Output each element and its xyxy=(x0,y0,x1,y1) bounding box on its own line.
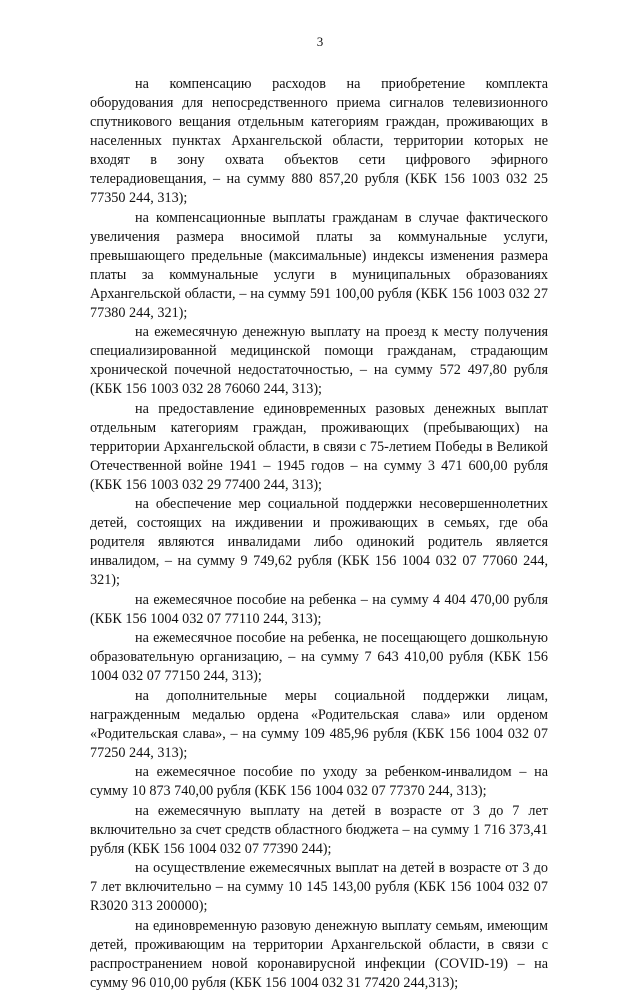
paragraph: на ежемесячную выплату на детей в возрасте от 3 до 7 лет включительно за счет средств областного бюджета – на сумму 1 716 373,41 рубля (КБК 156 1004 032 07 77390 244); xyxy=(90,802,548,857)
paragraph: на единовременную разовую денежную выплату семьям, имеющим детей, проживающим на территории Архангельской области, в связи с распространением новой коронавирусной инфекции (COVID-19) – на сумму 96 010,00 рубля (КБК 156 1004 032 31 77420 244,313); xyxy=(90,917,548,991)
paragraph: на дополнительные меры социальной поддержки лицам, награжденным медалью ордена «Родительская слава» или орденом «Родительская слава», – на сумму 109 485,96 рубля (КБК 156 1004 032 07 77250 244, 313); xyxy=(90,687,548,761)
paragraph: на компенсационные выплаты гражданам в случае фактического увеличения размера вносимой платы за коммунальные услуги, превышающего предельные (максимальные) индексы изменения размера платы за коммунальные услуги в муниципальных образованиях Архангельской области, – на сумму 591 100,00 рубля (КБК 156 1003 032 27 77380 244, 321); xyxy=(90,209,548,321)
paragraph: на обеспечение мер социальной поддержки несовершеннолетних детей, состоящих на иждивении и проживающих в семьях, где оба родителя являются инвалидами либо одинокий родитель является инвалидом, – на сумму 9 749,62 рубля (КБК 156 1004 032 07 77060 244, 321); xyxy=(90,496,548,588)
paragraph: на ежемесячное пособие на ребенка, не посещающего дошкольную образовательную организацию, – на сумму 7 643 410,00 рубля (КБК 156 1004 032 07 77150 244, 313); xyxy=(90,630,548,684)
paragraph: на ежемесячное пособие на ребенка – на сумму 4 404 470,00 рубля (КБК 156 1004 032 07 77110 244, 313); xyxy=(90,591,548,627)
document-body xyxy=(90,75,548,993)
paragraph: на ежемесячное пособие по уходу за ребенком-инвалидом – на сумму 10 873 740,00 рубля (КБК 156 1004 032 07 77370 244, 313); xyxy=(90,764,548,799)
paragraph: на компенсацию расходов на приобретение комплекта оборудования для непосредственного приема сигналов телевизионного спутникового вещания отдельным категориям граждан, проживающих в населенных пунктах Архангельской области, территории которых не входят в зону охвата объектов сети цифрового эфирного телерадиовещания, – на сумму 880 857,20 рубля (КБК 156 1003 032 25 77350 244, 313); xyxy=(90,76,548,206)
paragraph: на предоставление единовременных разовых денежных выплат отдельным категориям граждан, проживающих (пребывающих) на территории Архангельской области, в связи с 75-летием Победы в Великой Отечественной войне 1941 – 1945 годов – на сумму 3 471 600,00 рубля (КБК 156 1003 032 29 77400 244, 313); xyxy=(90,400,548,493)
paragraph: на ежемесячную денежную выплату на проезд к месту получения специализированной медицинской помощи гражданам, страдающим хронической почечной недостаточностью, – на сумму 572 497,80 рубля (КБК 156 1003 032 28 76060 244, 313); xyxy=(90,324,548,397)
paragraph: на осуществление ежемесячных выплат на детей в возрасте от 3 до 7 лет включительно – на сумму 10 145 143,00 рубля (КБК 156 1004 032 07 R3020 313 200000); xyxy=(90,860,548,914)
page-number: 3 xyxy=(316,34,324,49)
